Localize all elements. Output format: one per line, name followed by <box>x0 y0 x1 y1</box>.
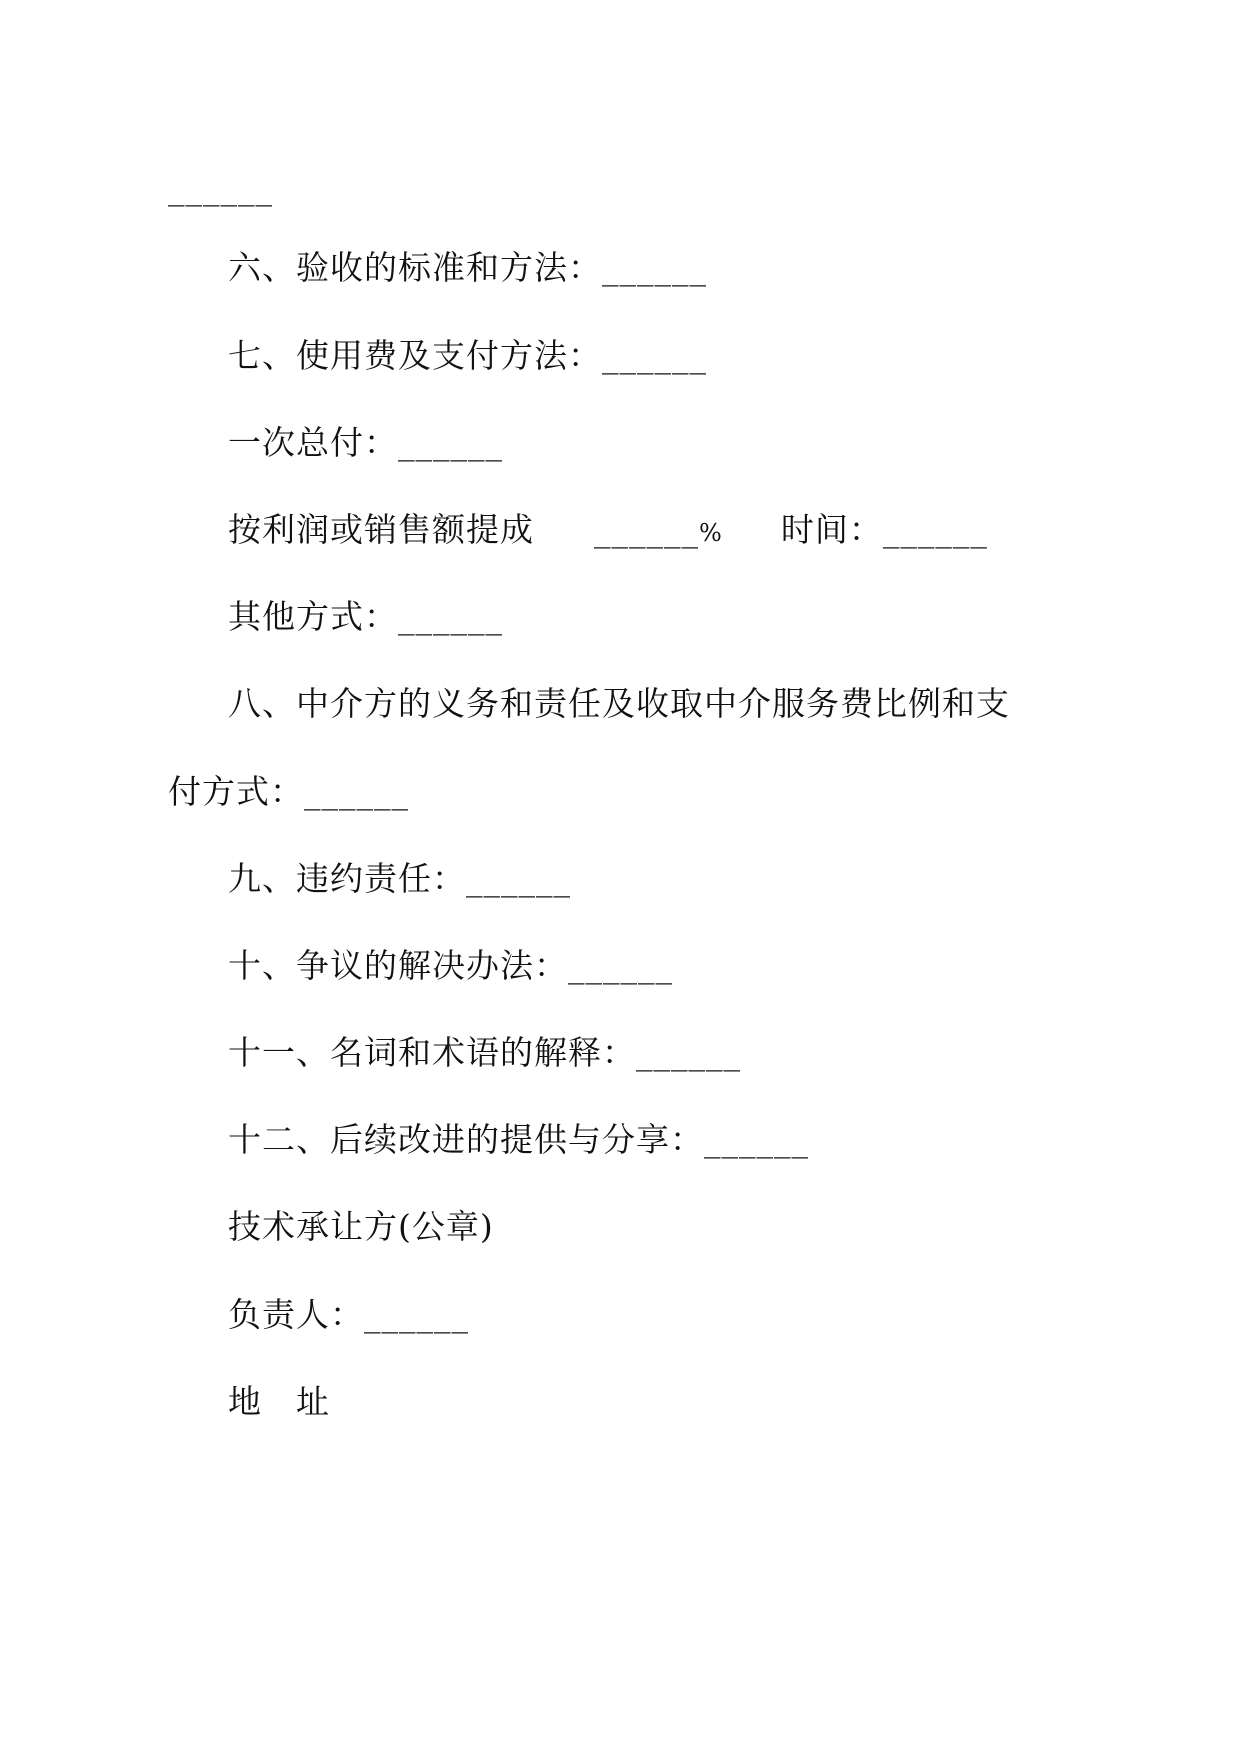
clause-12-improvements: 十二、后续改进的提供与分享：______ <box>228 1120 809 1159</box>
clause-8-part-2: 付方式：______ <box>168 772 409 811</box>
other-method-line: 其他方式：______ <box>228 597 503 636</box>
clause-10-dispute: 十、争议的解决办法：______ <box>228 946 673 985</box>
royalty-blank: ______ <box>594 510 699 549</box>
clause-11-terms: 十一、名词和术语的解释：______ <box>228 1033 741 1072</box>
royalty-percent: % <box>699 519 723 547</box>
lump-sum-line: 一次总付：______ <box>228 423 503 462</box>
person-in-charge-line: 负责人：______ <box>228 1295 469 1334</box>
clause-7-fee-payment: 七、使用费及支付方法：______ <box>228 336 707 375</box>
continued-blank-line: ______ <box>168 168 273 207</box>
assignee-seal-line: 技术承让方(公章) <box>228 1207 494 1246</box>
clause-6-acceptance: 六、验收的标准和方法：______ <box>228 248 707 287</box>
royalty-label: 按利润或销售额提成 <box>228 510 534 549</box>
clause-9-liability: 九、违约责任：______ <box>228 859 571 898</box>
address-line: 地 址 <box>228 1382 330 1421</box>
royalty-line <box>228 510 988 553</box>
royalty-time: 时间：______ <box>780 510 988 549</box>
clause-8-part-1: 八、中介方的义务和责任及收取中介服务费比例和支 <box>228 684 1010 723</box>
